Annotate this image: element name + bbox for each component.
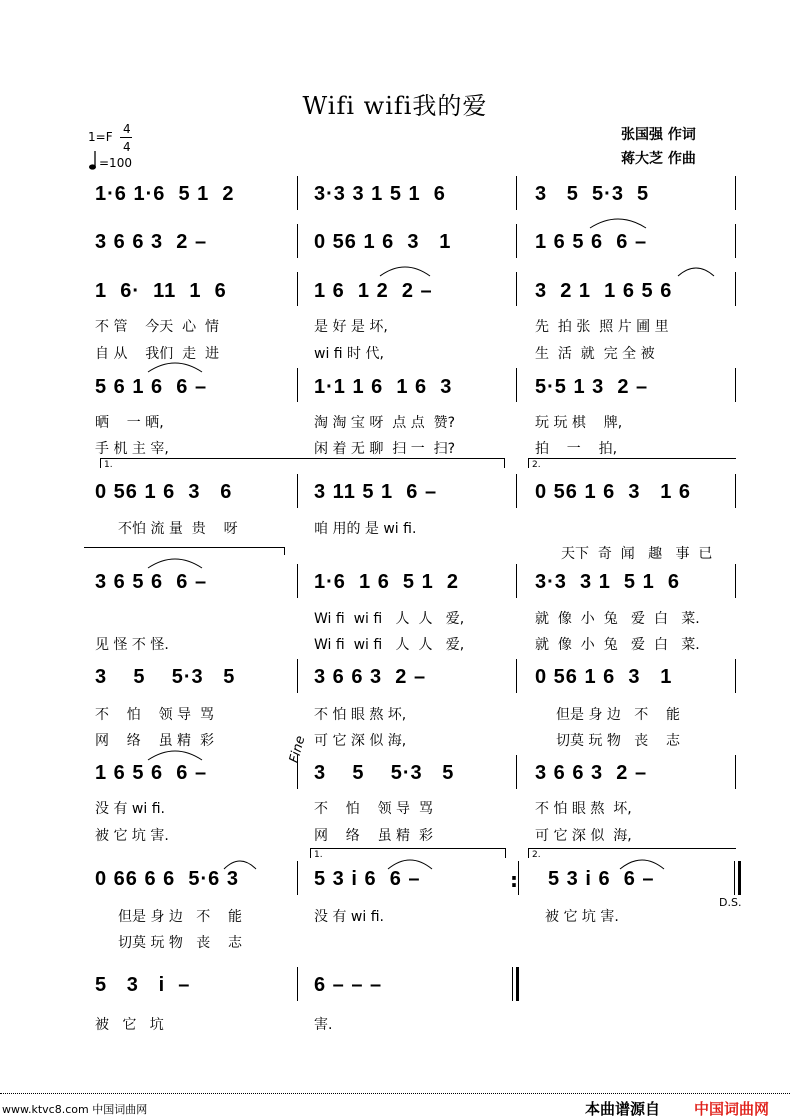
second-ending-bracket-edge — [528, 848, 529, 858]
measure-notes: 5 3 i – — [95, 974, 191, 996]
measure-notes: 5 3 i 6 6 – — [548, 868, 655, 890]
lyric-line: 网 络 虽 精 彩 — [314, 828, 433, 844]
first-ending-bracket-edge — [310, 848, 311, 858]
bar-line — [735, 659, 736, 693]
lyric-line: 没 有 wi fi. — [95, 801, 165, 817]
slur — [378, 264, 432, 278]
measure-notes: 3·3 3 1 5 1 6 — [314, 183, 446, 205]
measure-notes: 5 3 i 6 6 – — [314, 868, 421, 890]
measure-notes: 3 2 1 1 6 5 6 — [535, 280, 673, 302]
lyric-line: 就 像 小 兔 爱 白 菜. — [535, 611, 700, 627]
lyric-line: 生 活 就 完 全 被 — [535, 346, 655, 362]
measure-notes: 3 5 5·3 5 — [535, 183, 650, 205]
lyric-line: 咱 用的 是 wi fi. — [314, 521, 417, 537]
final-bar-thin — [512, 967, 513, 1001]
lyric-line: 被 它 坑 — [95, 1017, 164, 1033]
repeat-bar-line — [518, 861, 519, 895]
bar-line — [735, 564, 736, 598]
section-line — [84, 547, 284, 548]
lyric-line: 是 好 是 坏, — [314, 319, 388, 335]
lyric-line: 网 络 虽 精 彩 — [95, 733, 214, 749]
measure-notes: 3 11 5 1 6 – — [314, 481, 438, 503]
measure-notes: 3 6 6 3 2 – — [95, 231, 208, 253]
first-ending-bracket — [310, 848, 506, 849]
bar-line — [516, 368, 517, 402]
lyric-line: 自 从 我们 走 进 — [95, 346, 220, 362]
second-ending-bracket — [528, 848, 736, 849]
first-ending-label: 1. — [314, 850, 323, 860]
footer-divider — [0, 1093, 790, 1094]
ds-marking: D.S. — [719, 896, 742, 909]
lyric-line: 不 怕 领 导 骂 — [95, 707, 214, 723]
bar-line — [297, 224, 298, 258]
first-ending-bracket-edge — [100, 458, 101, 468]
first-ending-bracket-edge — [505, 848, 506, 858]
first-ending-bracket — [100, 458, 505, 459]
bar-line — [516, 224, 517, 258]
bar-line — [516, 176, 517, 210]
tempo-marking: =100 — [99, 156, 132, 170]
second-ending-label: 2. — [532, 850, 541, 860]
lyric-line: 切莫 玩 物 丧 志 — [118, 935, 243, 951]
lyric-line: 切莫 玩 物 丧 志 — [556, 733, 681, 749]
lyric-line: Wi fi wi fi 人 人 爱, — [314, 637, 465, 653]
lyric-line: 不 管 今天 心 情 — [95, 319, 220, 335]
measure-notes: 3 6 5 6 6 – — [95, 571, 208, 593]
bar-line — [297, 368, 298, 402]
second-ending-label: 2. — [532, 460, 541, 470]
lyric-line: 害. — [314, 1017, 333, 1033]
lyric-line: 不怕 流 量 贵 呀 — [118, 521, 238, 537]
time-signature-bottom: 4 — [123, 140, 131, 154]
composer-credit: 蒋大芝 作曲 — [621, 151, 696, 167]
fine-marking: Fine — [286, 734, 309, 765]
measure-notes: 0 56 1 6 3 6 — [95, 481, 233, 503]
bar-line — [516, 564, 517, 598]
first-ending-bracket-edge — [504, 458, 505, 468]
measure-notes: 3·3 3 1 5 1 6 — [535, 571, 680, 593]
final-bar-thin — [734, 861, 735, 895]
slur — [146, 556, 204, 570]
measure-notes: 1·1 1 6 1 6 3 — [314, 376, 453, 398]
slur — [588, 216, 648, 230]
source-label: 本曲谱源自 — [585, 1100, 661, 1118]
lyric-line: 但是 身 边 不 能 — [118, 909, 243, 925]
footer-site[interactable]: www.ktvc8.com 中国词曲网 — [2, 1103, 148, 1116]
measure-notes: 5 6 1 6 6 – — [95, 376, 208, 398]
measure-notes: 3 5 5·3 5 — [95, 666, 236, 688]
bar-line — [735, 176, 736, 210]
bar-line — [297, 272, 298, 306]
lyric-line: 见 怪 不 怪. — [95, 637, 169, 653]
lyricist-credit: 张国强 作词 — [621, 127, 696, 143]
lyric-line: 就 像 小 兔 爱 白 菜. — [535, 637, 700, 653]
lyric-line: 闲 着 无 聊 扫 一 扫? — [314, 441, 456, 457]
slur — [618, 857, 666, 871]
lyric-line: 天下 奇 闻 趣 事 已 — [561, 546, 713, 562]
lyric-line: 拍 一 拍, — [535, 441, 618, 457]
lyric-line: 玩 玩 棋 牌, — [535, 415, 623, 431]
slur — [386, 857, 434, 871]
bar-line — [297, 474, 298, 508]
final-bar-thick — [516, 967, 519, 1001]
lyric-line: 晒 一 晒, — [95, 415, 164, 431]
bar-line — [516, 474, 517, 508]
song-title: Wifi wifi我的爱 — [302, 92, 488, 120]
bar-line — [297, 659, 298, 693]
measure-notes: 3 5 5·3 5 — [314, 762, 455, 784]
first-ending-label: 1. — [104, 460, 113, 470]
measure-notes: 1 6 1 2 2 – — [314, 280, 433, 302]
lyric-line: Wi fi wi fi 人 人 爱, — [314, 611, 465, 627]
lyric-line: 不 怕 眼 熬 坏, — [535, 801, 632, 817]
bar-line — [735, 224, 736, 258]
measure-notes: 5·5 1 3 2 – — [535, 376, 649, 398]
measure-notes: 1 6· 11 1 6 — [95, 280, 227, 302]
source-name[interactable]: 中国词曲网 — [694, 1100, 770, 1118]
final-bar-thick — [738, 861, 741, 895]
key-signature: 1=F — [88, 130, 113, 144]
lyric-line: 被 它 坑 害. — [545, 909, 619, 925]
bar-line — [735, 474, 736, 508]
time-signature-top: 4 — [123, 122, 131, 136]
bar-line — [735, 755, 736, 789]
measure-notes: 3 6 6 3 2 – — [535, 762, 648, 784]
slur — [146, 360, 204, 374]
measure-notes: 0 56 1 6 3 1 — [535, 666, 673, 688]
lyric-line: 被 它 坑 害. — [95, 828, 169, 844]
lyric-line: 手 机 主 宰, — [95, 441, 169, 457]
bar-line — [297, 564, 298, 598]
slur — [676, 264, 716, 278]
measure-notes: 6 – – – — [314, 974, 383, 996]
measure-notes: 1·6 1·6 5 1 2 — [95, 183, 235, 205]
lyric-line: wi fi 时 代, — [314, 346, 384, 362]
section-line-edge — [284, 547, 285, 555]
second-ending-bracket — [528, 458, 736, 459]
measure-notes: 0 56 1 6 3 1 — [314, 231, 452, 253]
bar-line — [516, 272, 517, 306]
measure-notes: 1 6 5 6 6 – — [535, 231, 648, 253]
measure-notes: 1 6 5 6 6 – — [95, 762, 208, 784]
slur — [146, 748, 204, 762]
bar-line — [735, 272, 736, 306]
lyric-line: 但是 身 边 不 能 — [556, 707, 681, 723]
measure-notes: 0 56 1 6 3 1 6 — [535, 481, 691, 503]
slur — [222, 857, 258, 871]
bar-line — [297, 176, 298, 210]
second-ending-bracket-edge — [528, 458, 529, 468]
time-signature-line — [120, 137, 132, 138]
quarter-note-icon — [88, 150, 98, 176]
bar-line — [735, 368, 736, 402]
lyric-line: 可 它 深 似 海, — [535, 828, 632, 844]
measure-notes: 3 6 6 3 2 – — [314, 666, 427, 688]
bar-line — [297, 861, 298, 895]
lyric-line: 没 有 wi fi. — [314, 909, 384, 925]
bar-line — [297, 967, 298, 1001]
lyric-line: 可 它 深 似 海, — [314, 733, 407, 749]
lyric-line: 淘 淘 宝 呀 点 点 赞? — [314, 415, 456, 431]
lyric-line: 不 怕 眼 熬 坏, — [314, 707, 407, 723]
measure-notes: 0 66 6 6 5·6 3 — [95, 868, 239, 890]
bar-line — [516, 755, 517, 789]
measure-notes: 1·6 1 6 5 1 2 — [314, 571, 459, 593]
lyric-line: 先 拍 张 照 片 圃 里 — [535, 319, 669, 335]
lyric-line: 不 怕 领 导 骂 — [314, 801, 433, 817]
repeat-sign: : — [510, 868, 518, 892]
bar-line — [516, 659, 517, 693]
